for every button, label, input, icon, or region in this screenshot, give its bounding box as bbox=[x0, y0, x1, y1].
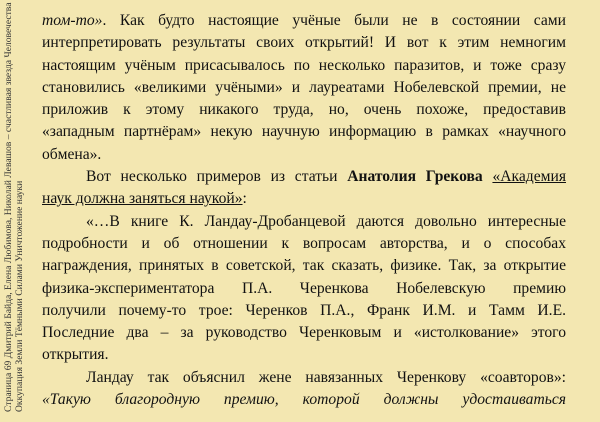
text-line: «западным партнёрам» некую научную информацию в рамках «научного bbox=[42, 123, 566, 141]
text-fragment: Вот несколько примеров из статьи bbox=[86, 168, 348, 186]
article-link[interactable]: «Академия bbox=[492, 168, 566, 186]
quote-line bbox=[42, 389, 566, 411]
quote-line: физика-экспериментатора П.А. Черенкова Нобелевскую премию bbox=[42, 279, 566, 297]
quote-line: награждения, принятых в советской, так сказать, физике. Так, за открытие bbox=[42, 257, 566, 275]
text-line: настоящим учёным присасывалось по несколько паразитов, и тоже сразу bbox=[42, 56, 566, 74]
text-fragment: : bbox=[242, 190, 247, 208]
text-line bbox=[42, 188, 566, 210]
text-line bbox=[42, 10, 566, 32]
body-text bbox=[42, 10, 566, 411]
margin-note-line-2: Оккупация Земли Тёмными Силами Уничтожение науки bbox=[13, 180, 25, 412]
quote-line: открытия. bbox=[42, 346, 109, 364]
margin-note-line-1: Страница 69 Дмитрий Байда, Елена Любимова, Николай Левашов – счастливая звезда Человечества bbox=[3, 2, 14, 412]
text-line: приложив к этому никакого труда, но, очень похоже, предоставив bbox=[42, 101, 566, 119]
text-fragment: . Как будто настоящие учёные были не в состоянии сами bbox=[102, 12, 566, 29]
author-name: Анатолия Грекова bbox=[347, 168, 483, 186]
quote-line: «…В книге К. Ландау-Дробанцевой даются довольно интересные bbox=[86, 212, 566, 230]
text-line bbox=[42, 166, 566, 188]
page-margin-note bbox=[3, 2, 25, 412]
quote-line: Последние два – за руководство Черенковым и «истолкование» этого bbox=[42, 324, 566, 342]
text-fragment bbox=[483, 168, 493, 185]
text-line: становились «великими учёными» и лауреатами Нобелевской премии, не bbox=[42, 78, 566, 96]
text-line: обмена». bbox=[42, 145, 102, 163]
italic-fragment: «Такую благородную премию, которой должны удостаиваться bbox=[42, 391, 566, 409]
quote-line: Ландау так объяснил жене навязанных Черенкову «соавторов»: bbox=[86, 368, 566, 386]
quote-line: подробности и об отношении к вопросам авторства, и о способах bbox=[42, 234, 566, 252]
italic-fragment: том-то» bbox=[42, 12, 103, 29]
text-line: интерпретировать результаты своих открытий! И вот к этим немногим bbox=[42, 34, 566, 52]
article-link[interactable]: наук должна заняться наукой» bbox=[42, 190, 243, 208]
quote-line: получили почему-то трое: Черенков П.А., Франк И.М. и Тамм И.Е. bbox=[42, 301, 566, 319]
